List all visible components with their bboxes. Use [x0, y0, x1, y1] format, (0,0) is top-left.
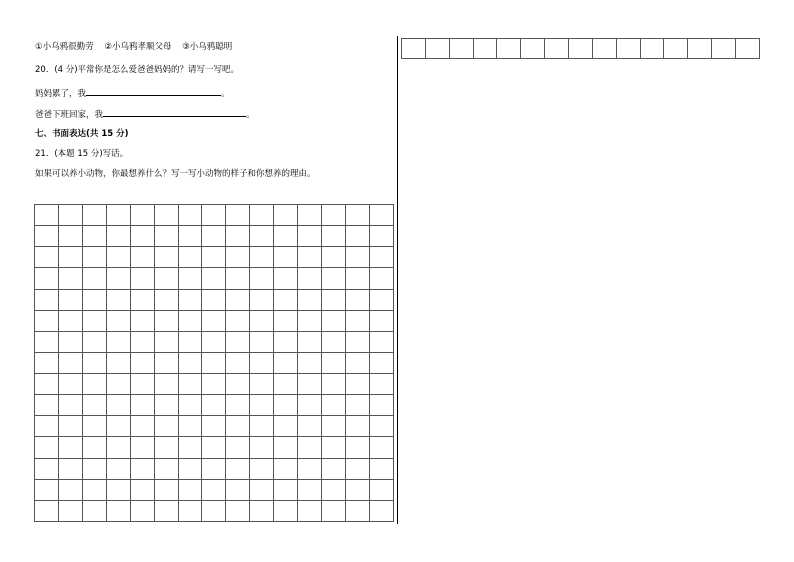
grid-cell[interactable] — [58, 458, 82, 479]
grid-cell[interactable] — [58, 268, 82, 289]
grid-cell[interactable] — [58, 500, 82, 521]
grid-cell[interactable] — [202, 374, 226, 395]
grid-cell[interactable] — [202, 205, 226, 226]
grid-cell[interactable] — [106, 268, 130, 289]
grid-cell[interactable] — [154, 331, 178, 352]
grid-cell[interactable] — [345, 310, 369, 331]
grid-cell[interactable] — [345, 331, 369, 352]
grid-cell[interactable] — [35, 479, 59, 500]
grid-cell[interactable] — [130, 247, 154, 268]
grid-cell[interactable] — [369, 289, 393, 310]
grid-cell[interactable] — [178, 352, 202, 373]
grid-cell[interactable] — [35, 331, 59, 352]
grid-cell[interactable] — [130, 352, 154, 373]
grid-cell[interactable] — [82, 479, 106, 500]
grid-cell[interactable] — [130, 268, 154, 289]
grid-cell[interactable] — [250, 500, 274, 521]
grid-cell[interactable] — [369, 458, 393, 479]
grid-cell[interactable] — [35, 289, 59, 310]
grid-cell[interactable] — [82, 247, 106, 268]
grid-cell[interactable] — [345, 268, 369, 289]
grid-row — [35, 374, 394, 395]
grid-cell[interactable] — [226, 352, 250, 373]
grid-cell[interactable] — [369, 479, 393, 500]
grid-cell[interactable] — [154, 500, 178, 521]
q21-instruction: 如果可以养小动物，你最想养什么？写一写小动物的样子和你想养的理由。 — [35, 169, 316, 179]
grid-cell[interactable] — [569, 39, 593, 59]
grid-cell[interactable] — [82, 268, 106, 289]
grid-cell[interactable] — [202, 310, 226, 331]
grid-cell[interactable] — [130, 205, 154, 226]
grid-cell[interactable] — [250, 352, 274, 373]
grid-cell[interactable] — [250, 268, 274, 289]
grid-cell[interactable] — [178, 479, 202, 500]
grid-cell[interactable] — [58, 352, 82, 373]
grid-cell[interactable] — [130, 500, 154, 521]
grid-cell[interactable] — [298, 479, 322, 500]
grid-row — [402, 39, 760, 59]
grid-cell[interactable] — [449, 39, 473, 59]
grid-cell[interactable] — [345, 437, 369, 458]
grid-cell[interactable] — [226, 247, 250, 268]
grid-cell[interactable] — [226, 374, 250, 395]
grid-row — [35, 458, 394, 479]
grid-cell[interactable] — [322, 226, 346, 247]
grid-cell[interactable] — [154, 479, 178, 500]
grid-row — [35, 205, 394, 226]
grid-cell[interactable] — [298, 331, 322, 352]
grid-cell[interactable] — [178, 247, 202, 268]
grid-cell[interactable] — [497, 39, 521, 59]
grid-cell[interactable] — [178, 395, 202, 416]
grid-cell[interactable] — [345, 416, 369, 437]
grid-cell[interactable] — [154, 289, 178, 310]
grid-row — [35, 416, 394, 437]
grid-cell[interactable] — [274, 437, 298, 458]
grid-cell[interactable] — [545, 39, 569, 59]
grid-cell[interactable] — [345, 289, 369, 310]
grid-cell[interactable] — [154, 395, 178, 416]
grid-cell[interactable] — [688, 39, 712, 59]
grid-cell[interactable] — [58, 289, 82, 310]
grid-cell[interactable] — [298, 416, 322, 437]
grid-cell[interactable] — [154, 226, 178, 247]
grid-cell[interactable] — [58, 374, 82, 395]
grid-cell[interactable] — [298, 289, 322, 310]
q20-line-2 — [35, 107, 255, 121]
grid-cell[interactable] — [274, 289, 298, 310]
q20-line-2-end: 。 — [246, 110, 255, 120]
grid-cell[interactable] — [322, 310, 346, 331]
grid-cell[interactable] — [640, 39, 664, 59]
q19-option-2: ②小乌鸦孝顺父母 — [104, 42, 172, 52]
grid-cell[interactable] — [130, 310, 154, 331]
grid-cell[interactable] — [322, 437, 346, 458]
grid-cell[interactable] — [178, 416, 202, 437]
grid-cell[interactable] — [369, 205, 393, 226]
grid-cell[interactable] — [202, 268, 226, 289]
grid-cell[interactable] — [226, 479, 250, 500]
grid-cell[interactable] — [178, 458, 202, 479]
q19-option-1: ①小乌鸦很勤劳 — [35, 42, 94, 52]
grid-cell[interactable] — [58, 226, 82, 247]
grid-cell[interactable] — [130, 226, 154, 247]
grid-cell[interactable] — [178, 268, 202, 289]
grid-cell[interactable] — [154, 374, 178, 395]
grid-cell[interactable] — [58, 310, 82, 331]
grid-cell[interactable] — [345, 226, 369, 247]
grid-cell[interactable] — [274, 416, 298, 437]
grid-cell[interactable] — [298, 395, 322, 416]
grid-cell[interactable] — [250, 310, 274, 331]
grid-row — [35, 289, 394, 310]
grid-cell[interactable] — [35, 352, 59, 373]
grid-cell[interactable] — [202, 289, 226, 310]
grid-cell[interactable] — [154, 268, 178, 289]
grid-cell[interactable] — [178, 331, 202, 352]
grid-cell[interactable] — [35, 374, 59, 395]
grid-cell[interactable] — [250, 395, 274, 416]
grid-cell[interactable] — [106, 226, 130, 247]
grid-cell[interactable] — [82, 331, 106, 352]
grid-cell[interactable] — [202, 395, 226, 416]
grid-cell[interactable] — [322, 247, 346, 268]
grid-cell[interactable] — [345, 395, 369, 416]
grid-cell[interactable] — [178, 374, 202, 395]
grid-cell[interactable] — [202, 437, 226, 458]
grid-cell[interactable] — [425, 39, 449, 59]
grid-row — [35, 331, 394, 352]
grid-cell[interactable] — [369, 437, 393, 458]
q20-line-1-prefix: 妈妈累了，我 — [35, 89, 87, 99]
grid-cell[interactable] — [178, 205, 202, 226]
grid-cell[interactable] — [322, 268, 346, 289]
grid-cell[interactable] — [106, 500, 130, 521]
grid-cell[interactable] — [250, 226, 274, 247]
grid-cell[interactable] — [226, 310, 250, 331]
grid-cell[interactable] — [369, 500, 393, 521]
grid-cell[interactable] — [130, 458, 154, 479]
grid-cell[interactable] — [202, 416, 226, 437]
grid-cell[interactable] — [369, 331, 393, 352]
grid-cell[interactable] — [250, 331, 274, 352]
grid-row — [35, 247, 394, 268]
grid-cell[interactable] — [226, 268, 250, 289]
grid-cell[interactable] — [130, 479, 154, 500]
grid-cell[interactable] — [130, 331, 154, 352]
grid-cell[interactable] — [106, 479, 130, 500]
grid-cell[interactable] — [226, 395, 250, 416]
grid-cell[interactable] — [58, 479, 82, 500]
grid-cell[interactable] — [345, 500, 369, 521]
q20-line-1 — [35, 86, 230, 100]
grid-cell[interactable] — [322, 500, 346, 521]
grid-cell[interactable] — [82, 310, 106, 331]
grid-cell[interactable] — [130, 395, 154, 416]
grid-cell[interactable] — [82, 437, 106, 458]
grid-cell[interactable] — [35, 205, 59, 226]
grid-row — [35, 479, 394, 500]
grid-cell[interactable] — [35, 437, 59, 458]
grid-cell[interactable] — [154, 458, 178, 479]
q21-prompt: 21．(本题 15 分)写话。 — [35, 149, 129, 159]
grid-cell[interactable] — [369, 226, 393, 247]
grid-cell[interactable] — [130, 416, 154, 437]
grid-cell[interactable] — [322, 479, 346, 500]
grid-cell[interactable] — [298, 374, 322, 395]
grid-cell[interactable] — [226, 289, 250, 310]
grid-cell[interactable] — [345, 458, 369, 479]
grid-cell[interactable] — [106, 310, 130, 331]
grid-cell[interactable] — [35, 226, 59, 247]
grid-cell[interactable] — [298, 226, 322, 247]
grid-cell[interactable] — [178, 437, 202, 458]
grid-cell[interactable] — [274, 479, 298, 500]
grid-cell[interactable] — [298, 500, 322, 521]
grid-cell[interactable] — [369, 352, 393, 373]
grid-cell[interactable] — [106, 331, 130, 352]
grid-cell[interactable] — [106, 395, 130, 416]
grid-cell[interactable] — [178, 226, 202, 247]
grid-cell[interactable] — [154, 247, 178, 268]
grid-cell[interactable] — [106, 437, 130, 458]
grid-cell[interactable] — [369, 416, 393, 437]
grid-cell[interactable] — [35, 500, 59, 521]
grid-row — [35, 500, 394, 521]
grid-cell[interactable] — [106, 247, 130, 268]
grid-cell[interactable] — [298, 205, 322, 226]
grid-cell[interactable] — [322, 352, 346, 373]
grid-cell[interactable] — [274, 268, 298, 289]
grid-cell[interactable] — [58, 395, 82, 416]
grid-cell[interactable] — [154, 416, 178, 437]
grid-cell[interactable] — [250, 374, 274, 395]
grid-row — [35, 395, 394, 416]
grid-cell[interactable] — [345, 352, 369, 373]
grid-cell[interactable] — [82, 352, 106, 373]
grid-cell[interactable] — [616, 39, 640, 59]
grid-cell[interactable] — [202, 500, 226, 521]
grid-cell[interactable] — [298, 247, 322, 268]
q20-line-2-prefix: 爸爸下班回家，我 — [35, 110, 104, 120]
grid-cell[interactable] — [369, 310, 393, 331]
grid-cell[interactable] — [322, 331, 346, 352]
grid-cell[interactable] — [82, 395, 106, 416]
grid-cell[interactable] — [58, 416, 82, 437]
grid-cell[interactable] — [82, 416, 106, 437]
writing-grid-continued[interactable] — [401, 38, 760, 59]
grid-cell[interactable] — [345, 247, 369, 268]
q20-prompt: 20．(4 分)平常你是怎么爱爸爸妈妈的？请写一写吧。 — [35, 65, 240, 75]
grid-cell[interactable] — [202, 479, 226, 500]
grid-cell[interactable] — [35, 395, 59, 416]
grid-cell[interactable] — [274, 374, 298, 395]
q20-answer-blank-2[interactable] — [103, 107, 246, 117]
grid-cell[interactable] — [58, 437, 82, 458]
grid-cell[interactable] — [322, 205, 346, 226]
q19-option-3: ③小乌鸦聪明 — [182, 42, 233, 52]
grid-cell[interactable] — [154, 352, 178, 373]
grid-cell[interactable] — [369, 247, 393, 268]
grid-cell[interactable] — [298, 352, 322, 373]
grid-cell[interactable] — [274, 247, 298, 268]
grid-cell[interactable] — [106, 289, 130, 310]
grid-cell[interactable] — [82, 500, 106, 521]
grid-cell[interactable] — [178, 289, 202, 310]
grid-cell[interactable] — [130, 374, 154, 395]
grid-cell[interactable] — [345, 479, 369, 500]
grid-cell[interactable] — [82, 205, 106, 226]
grid-cell[interactable] — [322, 416, 346, 437]
grid-cell[interactable] — [250, 479, 274, 500]
q19-options — [35, 41, 240, 53]
grid-cell[interactable] — [250, 205, 274, 226]
writing-grid[interactable] — [34, 204, 394, 522]
grid-cell[interactable] — [35, 268, 59, 289]
grid-cell[interactable] — [473, 39, 497, 59]
grid-cell[interactable] — [154, 437, 178, 458]
grid-cell[interactable] — [712, 39, 736, 59]
grid-cell[interactable] — [82, 374, 106, 395]
grid-cell[interactable] — [298, 310, 322, 331]
grid-cell[interactable] — [35, 416, 59, 437]
grid-cell[interactable] — [130, 437, 154, 458]
grid-cell[interactable] — [402, 39, 426, 59]
grid-cell[interactable] — [521, 39, 545, 59]
grid-cell[interactable] — [322, 458, 346, 479]
grid-cell[interactable] — [369, 374, 393, 395]
grid-cell[interactable] — [202, 331, 226, 352]
grid-row — [35, 268, 394, 289]
grid-cell[interactable] — [274, 331, 298, 352]
grid-cell[interactable] — [250, 416, 274, 437]
grid-cell[interactable] — [202, 247, 226, 268]
grid-cell[interactable] — [154, 205, 178, 226]
grid-cell[interactable] — [369, 395, 393, 416]
grid-cell[interactable] — [250, 247, 274, 268]
grid-cell[interactable] — [226, 205, 250, 226]
grid-cell[interactable] — [106, 416, 130, 437]
grid-cell[interactable] — [274, 352, 298, 373]
grid-cell[interactable] — [226, 416, 250, 437]
grid-cell[interactable] — [106, 352, 130, 373]
grid-cell[interactable] — [369, 268, 393, 289]
grid-cell[interactable] — [35, 458, 59, 479]
grid-cell[interactable] — [274, 500, 298, 521]
q20-line-1-end: 。 — [221, 89, 230, 99]
grid-cell[interactable] — [664, 39, 688, 59]
grid-cell[interactable] — [226, 331, 250, 352]
grid-cell[interactable] — [274, 458, 298, 479]
grid-cell[interactable] — [322, 374, 346, 395]
grid-row — [35, 352, 394, 373]
grid-row — [35, 226, 394, 247]
grid-cell[interactable] — [274, 226, 298, 247]
grid-cell[interactable] — [202, 458, 226, 479]
grid-cell[interactable] — [202, 226, 226, 247]
grid-cell[interactable] — [106, 205, 130, 226]
grid-cell[interactable] — [106, 458, 130, 479]
grid-cell[interactable] — [736, 39, 760, 59]
grid-cell[interactable] — [106, 374, 130, 395]
grid-cell[interactable] — [35, 247, 59, 268]
grid-cell[interactable] — [322, 289, 346, 310]
grid-cell[interactable] — [298, 458, 322, 479]
grid-cell[interactable] — [35, 310, 59, 331]
grid-cell[interactable] — [592, 39, 616, 59]
grid-cell[interactable] — [274, 395, 298, 416]
grid-cell[interactable] — [226, 437, 250, 458]
column-divider — [397, 36, 398, 524]
section-7-title: 七、书面表达(共 15 分) — [35, 129, 129, 139]
grid-cell[interactable] — [345, 205, 369, 226]
grid-cell[interactable] — [58, 205, 82, 226]
grid-cell[interactable] — [226, 458, 250, 479]
grid-cell[interactable] — [58, 331, 82, 352]
grid-cell[interactable] — [82, 289, 106, 310]
grid-cell[interactable] — [154, 310, 178, 331]
grid-cell[interactable] — [82, 226, 106, 247]
q20-answer-blank-1[interactable] — [86, 86, 221, 96]
grid-cell[interactable] — [345, 374, 369, 395]
grid-cell[interactable] — [250, 437, 274, 458]
grid-cell[interactable] — [226, 226, 250, 247]
grid-cell[interactable] — [298, 437, 322, 458]
grid-cell[interactable] — [274, 205, 298, 226]
grid-cell[interactable] — [322, 395, 346, 416]
grid-cell[interactable] — [226, 500, 250, 521]
grid-cell[interactable] — [58, 247, 82, 268]
grid-cell[interactable] — [178, 310, 202, 331]
grid-cell[interactable] — [82, 458, 106, 479]
grid-row — [35, 310, 394, 331]
grid-cell[interactable] — [274, 310, 298, 331]
grid-cell[interactable] — [250, 289, 274, 310]
grid-cell[interactable] — [250, 458, 274, 479]
grid-cell[interactable] — [202, 352, 226, 373]
grid-cell[interactable] — [130, 289, 154, 310]
grid-cell[interactable] — [298, 268, 322, 289]
grid-row — [35, 437, 394, 458]
grid-cell[interactable] — [178, 500, 202, 521]
